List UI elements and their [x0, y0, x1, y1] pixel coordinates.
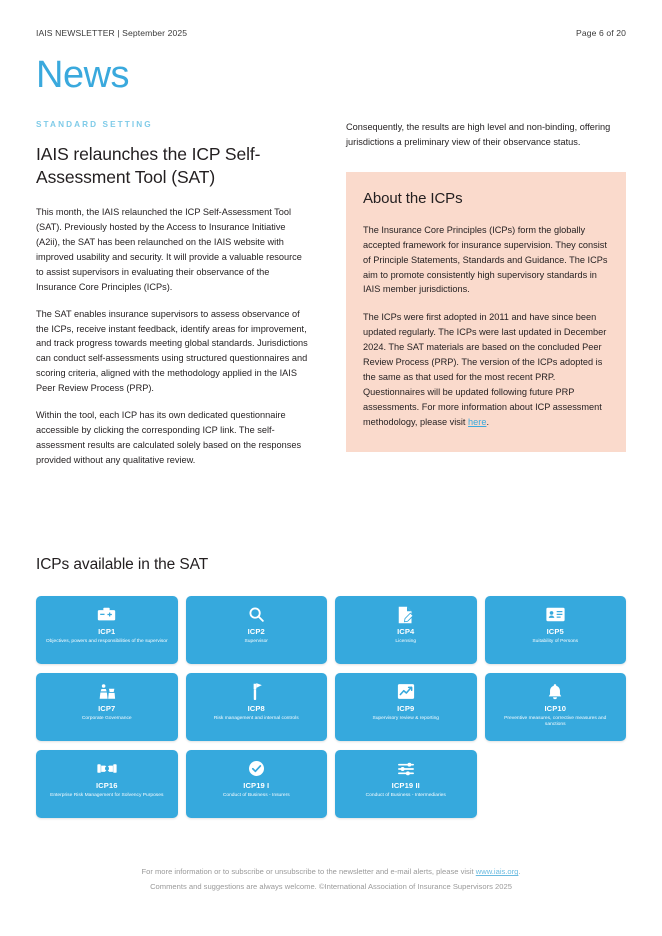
page-footer	[36, 865, 626, 894]
icp-tile-grid	[36, 596, 626, 818]
icp-tile-icp9[interactable]	[335, 673, 477, 741]
icp-methodology-link[interactable]: here	[468, 416, 487, 427]
toolbox-icon	[97, 605, 116, 624]
page-title: News	[36, 54, 130, 96]
megaphone-icon	[248, 682, 264, 701]
tile-code: ICP19 II	[391, 781, 420, 790]
icp-tile-icp7[interactable]	[36, 673, 178, 741]
grid-section-title: ICPs available in the SAT	[36, 556, 209, 573]
icp-tile-icp10[interactable]	[485, 673, 627, 741]
tile-code: ICP8	[247, 704, 265, 713]
tile-label: Suitability of Persons	[532, 638, 579, 644]
footer-line-1	[36, 865, 626, 879]
icp-tile-icp8[interactable]	[186, 673, 328, 741]
bell-icon	[547, 682, 563, 701]
tile-label: Supervisor	[244, 638, 268, 644]
article-paragraph-continued: Consequently, the results are high level and non-binding, offering jurisdictions a preliminary view of their observance status.	[346, 122, 611, 147]
tile-label: Risk management and internal controls	[213, 715, 299, 721]
tile-code: ICP2	[247, 627, 265, 636]
document-pen-icon	[397, 605, 414, 624]
article-paragraph: The SAT enables insurance supervisors to assess observance of the ICPs, receive instant feedback, identify areas for improvement, and track progress towards meeting global standards. Jurisdictions can conduct self-assessments using structured questionnaires and scoring criteria, aligned with the methodology applied in the IAIS Peer Review Process (PRP).	[36, 308, 308, 394]
tile-code: ICP1	[98, 627, 116, 636]
callout-paragraph	[363, 310, 609, 429]
article-paragraph: Within the tool, each ICP has its own dedicated questionnaire accessible by clicking the corresponding ICP link. The self-assessment results are calculated solely based on the responses provided without any qualitative review.	[36, 410, 302, 465]
footer-text-before-link: For more information or to subscribe or unsubscribe to the newsletter and e-mail alerts, please visit	[141, 867, 476, 877]
magnifier-icon	[248, 605, 265, 624]
grid-empty-cell	[485, 750, 627, 818]
tile-label: Enterprise Risk Management for Solvency Purposes	[50, 792, 164, 798]
header-page-number: Page 6 of 20	[576, 28, 626, 38]
header-publication: IAIS NEWSLETTER | September 2025	[36, 28, 188, 38]
section-kicker: STANDARD SETTING	[36, 120, 153, 129]
about-icps-callout	[346, 172, 626, 452]
running-header	[36, 28, 626, 38]
tile-code: ICP16	[95, 781, 118, 790]
tile-label: Conduct of Business - Insurers	[222, 792, 290, 798]
icp-grid-section	[36, 556, 626, 818]
check-circle-icon	[248, 759, 265, 778]
tile-code: ICP19 I	[243, 781, 270, 790]
icp-tile-icp4[interactable]	[335, 596, 477, 664]
line-chart-icon	[397, 682, 415, 701]
icp-tile-icp5[interactable]	[485, 596, 627, 664]
left-column	[36, 120, 308, 468]
iais-website-link[interactable]: www.iais.org	[475, 867, 519, 877]
icp-tile-icp1[interactable]	[36, 596, 178, 664]
id-card-icon	[546, 605, 565, 624]
icp-tile-icp19-1[interactable]	[186, 750, 328, 818]
right-column	[346, 120, 626, 452]
tile-label: Preventive measures, corrective measures and sanctions	[504, 715, 607, 728]
callout-paragraph: The Insurance Core Principles (ICPs) form the globally accepted framework for insurance supervision. They consist of Principle Statements, Standards and Guidance. The ICPs aim to promote consistently high supervisory standards in IAIS member jurisdictions.	[363, 224, 608, 295]
chess-pieces-icon	[98, 682, 116, 701]
article-headline: IAIS relaunches the ICP Self-Assessment Tool (SAT)	[36, 144, 261, 188]
callout-text-after-link: .	[486, 416, 489, 427]
tile-code: ICP4	[397, 627, 415, 636]
callout-title: About the ICPs	[363, 189, 463, 207]
tile-code: ICP10	[544, 704, 567, 713]
article-paragraph: This month, the IAIS relaunched the ICP Self-Assessment Tool (SAT). Previously hosted by the Access to Insurance Initiative (A2ii), the SAT has been relaunched on the IAIS website with improved usability and security. It will provide a valuable resource to assist supervisors in evaluating their observance of the Insurance Core Principles (ICPs).	[36, 207, 302, 292]
footer-line-2: Comments and suggestions are always welcome. ©International Association of Insurance Supervisors 2025	[150, 881, 512, 891]
icp-tile-icp16[interactable]	[36, 750, 178, 818]
tile-label: Objectives, powers and responsibilities of the supervisor	[45, 638, 168, 644]
tile-label: Conduct of Business - Intermediaries	[365, 792, 446, 798]
tile-code: ICP5	[546, 627, 564, 636]
callout-text-before-link: The ICPs were first adopted in 2011 and have since been updated regularly. The ICPs were last updated in December 2024. The SAT materials are based on the concluded Peer Review Process (PRP). The version of the ICPs adopted is the same as that used for the most recent PRP. Questionnaires will be updated following future PRP assessments. For more information about ICP assessment methodology, please visit	[363, 312, 607, 427]
tile-label: Supervisory review & reporting	[372, 715, 440, 721]
handshake-icon	[97, 759, 117, 778]
footer-text-after-link: .	[518, 867, 521, 877]
icp-tile-icp2[interactable]	[186, 596, 328, 664]
sliders-icon	[397, 759, 415, 778]
tile-code: ICP9	[397, 704, 415, 713]
tile-label: Corporate Governance	[81, 715, 132, 721]
icp-tile-icp19-2[interactable]	[335, 750, 477, 818]
tile-code: ICP7	[98, 704, 116, 713]
tile-label: Licensing	[395, 638, 417, 644]
